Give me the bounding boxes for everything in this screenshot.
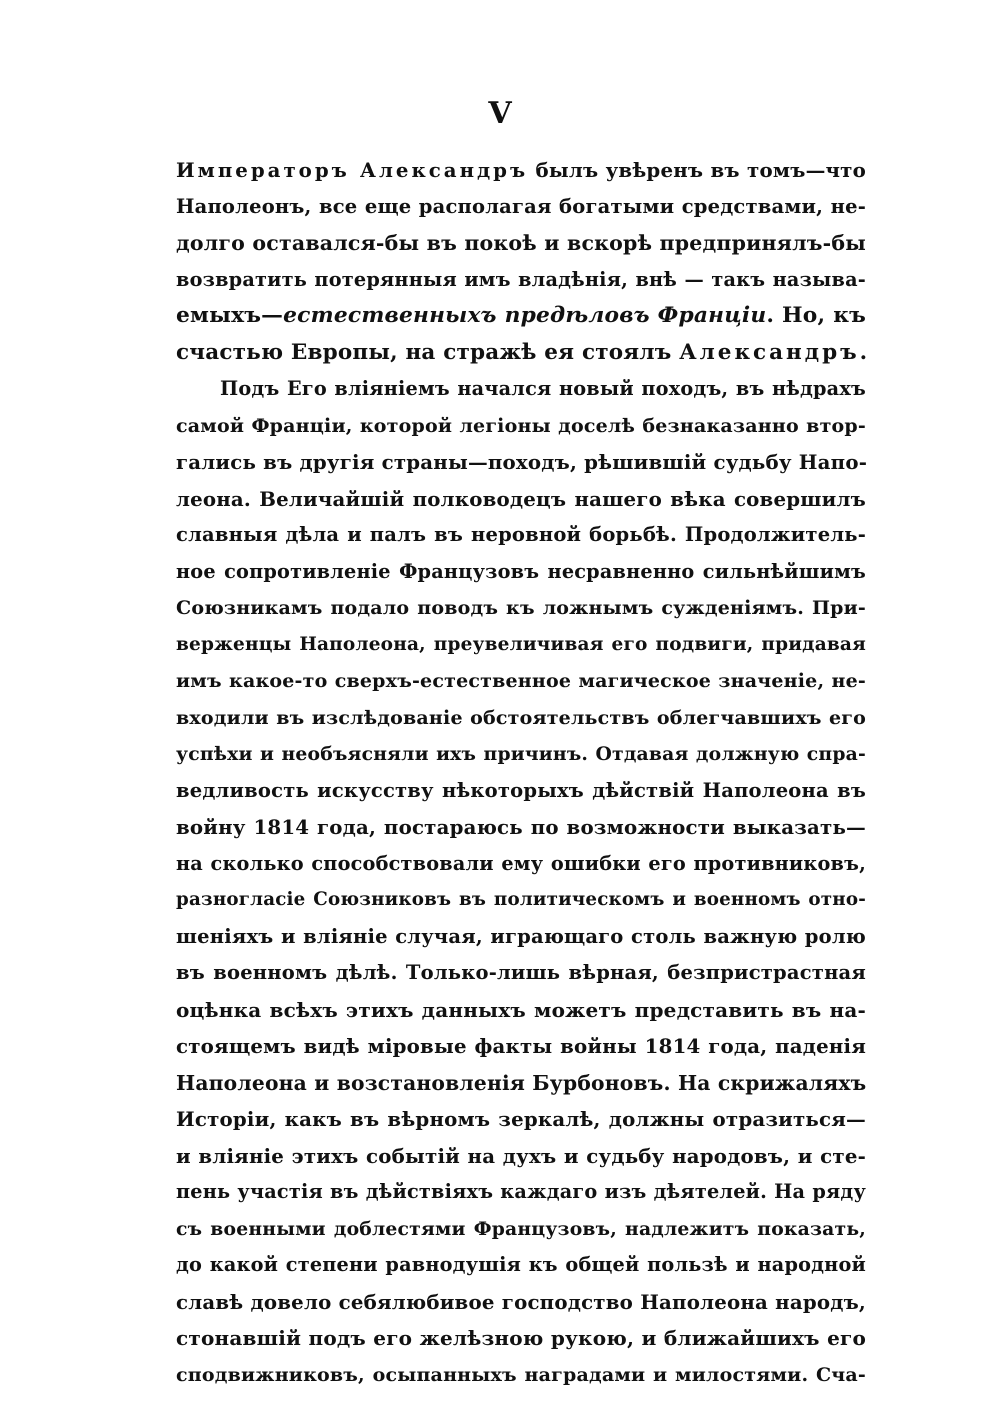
text-line — [176, 1284, 866, 1321]
text-segment: возвратить потерянныя имъ владѣнія, внѣ — такъ называ- — [176, 267, 866, 291]
text-line — [176, 1247, 866, 1284]
text-segment: входили въ изслѣдованіе обстоятельствъ облегчавшихъ его — [176, 706, 866, 729]
text-line — [176, 371, 866, 408]
text-line — [176, 1357, 866, 1394]
text-segment: пень участія въ дѣйствіяхъ каждаго изъ дѣятелей. На ряду — [176, 1180, 866, 1203]
text-line — [176, 700, 866, 737]
text-segment: . Но, къ — [766, 303, 866, 328]
text-segment: славныя дѣла и палъ въ неровной борьбѣ. Продолжитель- — [176, 523, 866, 546]
text-segment: Наполеона и возстановленія Бурбоновъ. На скрижаляхъ — [176, 1070, 867, 1095]
text-segment: Подъ Его вліяніемъ начался новый походъ, въ нѣдрахъ — [220, 377, 866, 400]
text-segment: славѣ довело себялюбивое господство Наполеона народъ, — [176, 1289, 866, 1314]
text-line — [176, 408, 866, 445]
text-segment: естественныхъ предѣловъ Франціи — [283, 303, 767, 328]
text-segment: шеніяхъ и вліяніе случая, играющаго столь важную ролю — [176, 924, 866, 948]
page-number: V — [488, 96, 512, 131]
paragraph — [176, 152, 866, 371]
text-line — [176, 481, 866, 518]
text-line — [176, 590, 866, 627]
text-segment: верженцы Наполеона, преувеличивая его подвиги, придавая — [176, 633, 866, 655]
text-line — [176, 846, 866, 883]
text-segment: былъ увѣренъ въ томъ—что — [528, 158, 866, 182]
text-line — [176, 1320, 866, 1357]
text-segment: Наполеонъ, все еще располагая богатыми средствами, не- — [176, 194, 866, 218]
text-line — [176, 809, 866, 846]
text-line — [176, 1101, 866, 1138]
text-segment: до какой степени равнодушія къ общей пользѣ и народной — [176, 1253, 866, 1276]
text-segment: Исторіи, какъ въ вѣрномъ зеркалѣ, должны отразиться— — [176, 1107, 866, 1131]
paragraph — [176, 371, 866, 1393]
text-line — [176, 517, 866, 554]
text-line — [176, 1211, 866, 1248]
text-segment: самой Франціи, которой легіоны доселѣ безнаказанно втор- — [176, 414, 866, 437]
text-segment: войну 1814 года, постараюсь по возможности выказать— — [176, 815, 866, 839]
text-segment: съ военными доблестями Французовъ, надлежитъ показать, — [176, 1217, 866, 1240]
text-segment: Союзникамъ подало поводъ къ ложнымъ сужденіямъ. При- — [176, 597, 866, 619]
text-segment: въ военномъ дѣлѣ. Только-лишь вѣрная, безпристрастная — [176, 961, 866, 984]
text-line — [176, 554, 866, 591]
text-line — [176, 298, 866, 335]
text-line — [176, 1028, 866, 1065]
text-segment: стонавшій подъ его желѣзною рукою, и ближайшихъ его — [176, 1326, 866, 1350]
text-line — [176, 444, 866, 481]
text-line — [176, 736, 866, 773]
text-line — [176, 992, 866, 1029]
text-segment: стоящемъ видѣ міровые факты войны 1814 года, паденія — [176, 1034, 866, 1058]
text-line — [176, 225, 866, 262]
text-line — [176, 335, 866, 372]
text-segment: имъ какое-то сверхъ-естественное магическое значеніе, не- — [176, 670, 866, 692]
text-line — [176, 1065, 866, 1102]
text-line — [176, 919, 866, 956]
text-segment: оцѣнка всѣхъ этихъ данныхъ можетъ представить въ на- — [176, 997, 866, 1022]
text-line — [176, 262, 866, 299]
text-segment: сподвижниковъ, осыпанныхъ наградами и милостями. Сча- — [176, 1363, 866, 1386]
text-line — [176, 663, 866, 700]
text-segment: Императоръ Александръ — [176, 158, 529, 182]
text-segment: гались въ другія страны—походъ, рѣшившій судьбу Напо- — [176, 450, 868, 474]
body-text — [176, 152, 866, 1393]
text-segment: долго оставался-бы въ покоѣ и вскорѣ предпринялъ-бы — [176, 231, 866, 255]
text-segment: леона. Величайшій полководецъ нашего вѣка совершилъ — [176, 486, 866, 511]
text-line — [176, 152, 866, 189]
text-segment: Александръ — [679, 339, 860, 365]
text-segment: емыхъ— — [176, 303, 284, 328]
text-segment: счастью Европы, на стражѣ ея стоялъ — [176, 339, 680, 365]
text-line — [176, 627, 866, 664]
text-line — [176, 882, 866, 919]
text-line — [176, 1174, 866, 1211]
text-line — [176, 773, 866, 810]
text-line — [176, 189, 866, 226]
text-segment: разногласіе Союзниковъ въ политическомъ и военномъ отно- — [176, 889, 866, 910]
text-segment: успѣхи и необъясняли ихъ причинъ. Отдавая должную спра- — [176, 743, 866, 765]
text-segment: на сколько способствовали ему ошибки его противниковъ, — [176, 851, 866, 875]
text-line — [176, 955, 866, 992]
text-segment: . — [859, 339, 868, 365]
text-line — [176, 1138, 866, 1175]
text-segment: и вліяніе этихъ событій на духъ и судьбу народовъ, и сте- — [176, 1143, 866, 1168]
text-segment: ведливость искусству нѣкоторыхъ дѣйствій Наполеона въ — [176, 778, 866, 802]
text-segment: ное сопротивленіе Французовъ несравненно сильнѣйшимъ — [176, 559, 866, 583]
